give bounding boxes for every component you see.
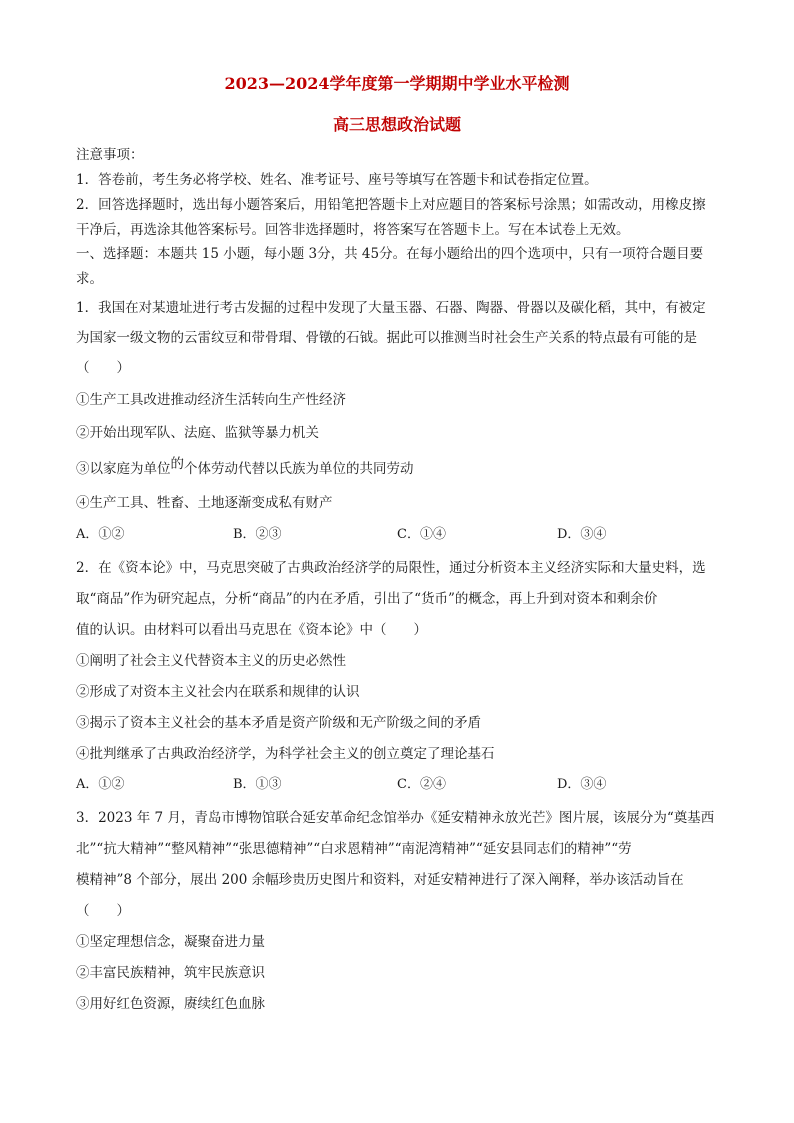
note-item-2-line-1: 2．回答选择题时，选出每小题答案后，用铅笔把答题卡上对应题目的答案标号涂黑；如需改动，用橡皮擦 xyxy=(76,197,706,213)
q3-stem-line-2: 北”“抗大精神”“整风精神”“张思德精神”“白求恩精神”“南泥湾精神”“延安县同志们的精神”“劳 xyxy=(76,841,632,857)
q2-stem-line-2: 取“商品”作为研究起点，分析“商品”的内在矛盾，引出了“货币”的概念，再上升到对资本和剩余价 xyxy=(76,591,658,607)
q3-statement-2: ②丰富民族精神，筑牢民族意识 xyxy=(76,965,265,981)
section-instructions-line-1: 一、选择题：本题共 15 小题，每小题 3分，共 45分。在每小题给出的四个选项中，只有一项符合题目要 xyxy=(76,246,704,262)
q1-option-d: D．③④ xyxy=(557,527,607,542)
q2-statement-1: ①阐明了社会主义代替资本主义的历史必然性 xyxy=(76,653,346,669)
q1-statement-3-part-a: ③以家庭为单位 xyxy=(76,461,171,477)
q3-statement-3: ③用好红色资源，赓续红色血脉 xyxy=(76,996,265,1012)
q2-stem-line-1: 2．在《资本论》中，马克思突破了古典政治经济学的局限性，通过分析资本主义经济实际和大量史料，选 xyxy=(76,560,706,576)
q2-stem-line-3: 值的认识。由材料可以看出马克思在《资本论》中（ ） xyxy=(76,622,427,638)
q1-statement-4: ④生产工具、牲畜、土地逐渐变成私有财产 xyxy=(76,495,333,511)
exam-title: 2023—2024学年度第一学期期中学业水平检测 xyxy=(224,74,570,93)
q1-option-c: C．①④ xyxy=(397,527,446,542)
q2-statement-2: ②形成了对资本主义社会内在联系和规律的认识 xyxy=(76,684,360,700)
section-instructions-line-2: 求。 xyxy=(76,271,103,287)
note-item-1: 1．答卷前，考生务必将学校、姓名、准考证号、座号等填写在答题卡和试卷指定位置。 xyxy=(76,172,598,188)
q1-statement-3 xyxy=(76,456,414,478)
q1-stem-line-3: （ ） xyxy=(76,360,130,376)
q1-statement-2: ②开始出现军队、法庭、监狱等暴力机关 xyxy=(76,425,319,441)
q2-option-d: D．③④ xyxy=(557,777,607,792)
exam-subtitle: 高三思想政治试题 xyxy=(332,115,461,134)
q1-stem-line-1: 1．我国在对某遗址进行考古发掘的过程中发现了大量玉器、石器、陶器、骨器以及碳化稻，其中，有被定 xyxy=(76,300,706,316)
q1-statement-1: ①生产工具改进推动经济生活转向生产性经济 xyxy=(76,392,346,408)
q2-option-c: C．②④ xyxy=(397,777,446,792)
q1-option-b: B．②③ xyxy=(233,527,282,542)
notes-heading: 注意事项： xyxy=(76,147,144,163)
q1-stem-line-2: 为国家一级文物的云雷纹豆和带骨瑁、骨镦的石钺。据此可以推测当时社会生产关系的特点最有可能的是 xyxy=(76,330,697,346)
q1-statement-3-part-b: 的 xyxy=(170,456,184,472)
note-item-2-line-2: 干净后，再选涂其他答案标号。回答非选择题时，将答案写在答题卡上。写在本试卷上无效。 xyxy=(76,222,630,238)
q3-stem-line-3: 模精神”8 个部分，展出 200 余幅珍贵历史图片和资料，对延安精神进行了深入阐释，举办该活动旨在 xyxy=(76,872,684,888)
q1-option-a: A．①② xyxy=(76,527,125,542)
q1-statement-3-part-c: 个体劳动代替以氏族为单位的共同劳动 xyxy=(184,461,414,477)
q2-statement-3: ③揭示了资本主义社会的基本矛盾是资产阶级和无产阶级之间的矛盾 xyxy=(76,715,481,731)
q2-statement-4: ④批判继承了古典政治经济学，为科学社会主义的创立奠定了理论基石 xyxy=(76,746,495,762)
q2-option-a: A．①② xyxy=(76,777,125,792)
q3-stem-line-4: （ ） xyxy=(76,903,130,919)
q2-option-b: B．①③ xyxy=(233,777,282,792)
q3-stem-line-1: 3．2023 年 7 月，青岛市博物馆联合延安革命纪念馆举办《延安精神永放光芒》图片展，该展分为“奠基西 xyxy=(76,810,715,826)
q3-statement-1: ①坚定理想信念，凝聚奋进力量 xyxy=(76,934,265,950)
